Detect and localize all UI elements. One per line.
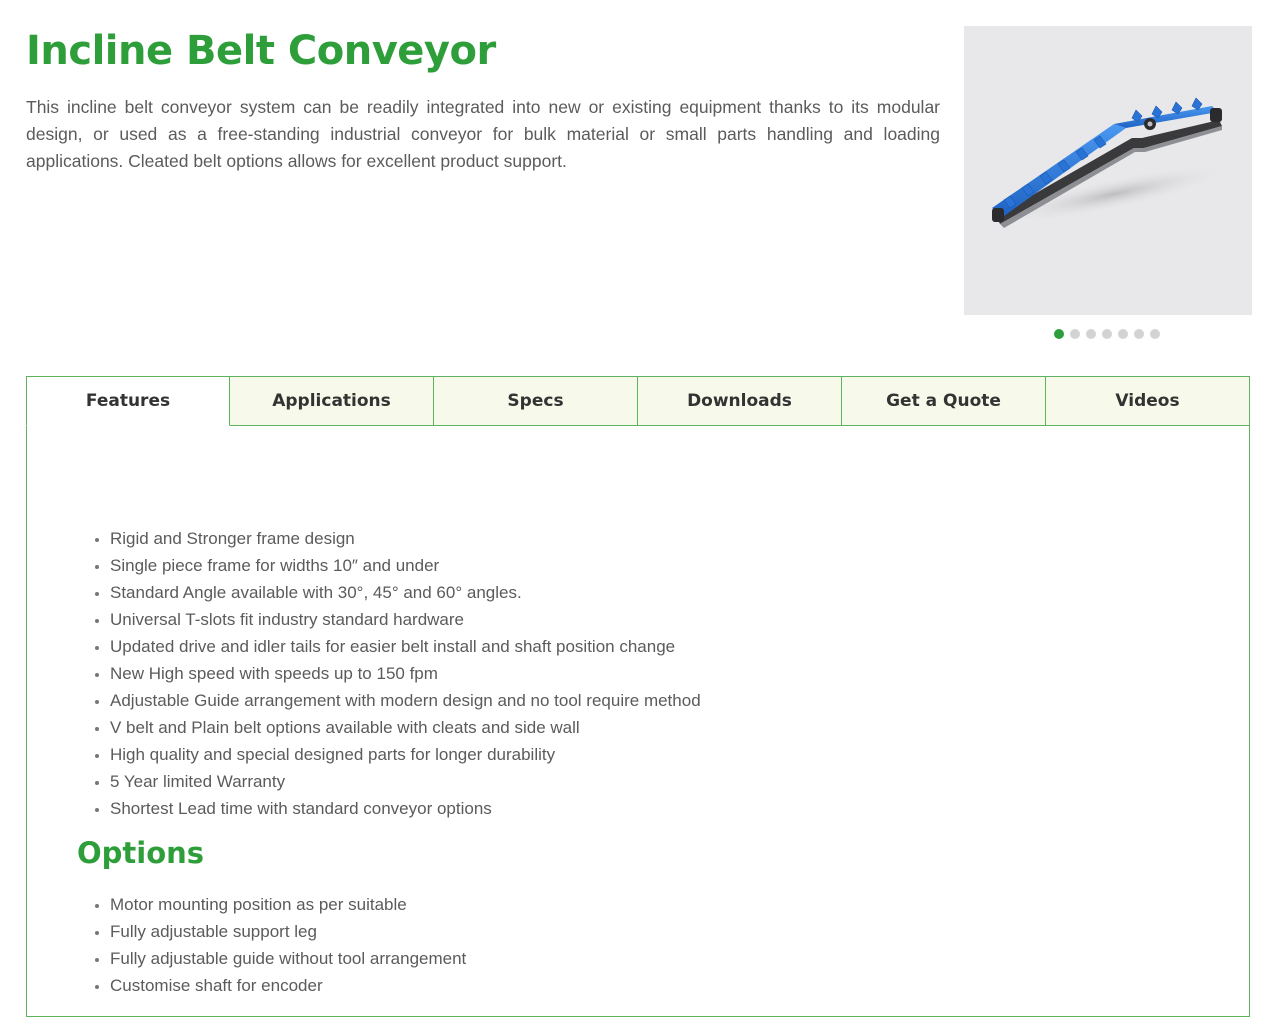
list-item: • Customise shaft for encoder [110, 972, 466, 999]
product-tabs [26, 376, 1250, 1016]
tab-panel-features [26, 425, 1250, 1017]
carousel-dot-3[interactable] [1086, 329, 1096, 339]
list-item: • Standard Angle available with 30°, 45° and 60° angles. [110, 579, 701, 606]
list-item: • Updated drive and idler tails for easier belt install and shaft position change [110, 633, 701, 660]
product-description: This incline belt conveyor system can be readily integrated into new or existing equipment thanks to its modular design, or used as a free-standing industrial conveyor for bulk material or small parts handling and loading applications. Cleated belt options allows for excellent product support. [26, 97, 940, 171]
carousel-dot-2[interactable] [1070, 329, 1080, 339]
list-item: • V belt and Plain belt options available with cleats and side wall [110, 714, 701, 741]
incline-conveyor-illustration [964, 26, 1252, 315]
tab-features[interactable]: Features [26, 376, 230, 426]
list-item: • Rigid and Stronger frame design [110, 525, 701, 552]
carousel-dot-6[interactable] [1134, 329, 1144, 339]
list-item: • Fully adjustable guide without tool arrangement [110, 945, 466, 972]
carousel-dots [1054, 329, 1160, 339]
tab-downloads[interactable]: Downloads [638, 376, 842, 426]
list-item: • Shortest Lead time with standard conveyor options [110, 795, 701, 822]
list-item: • New High speed with speeds up to 150 fpm [110, 660, 701, 687]
carousel-dot-7[interactable] [1150, 329, 1160, 339]
list-item: • Adjustable Guide arrangement with modern design and no tool require method [110, 687, 701, 714]
options-list [91, 891, 466, 999]
carousel-dot-4[interactable] [1102, 329, 1112, 339]
tab-get-a-quote[interactable]: Get a Quote [842, 376, 1046, 426]
options-heading: Options [77, 836, 205, 870]
product-image[interactable] [964, 26, 1252, 315]
carousel-dot-1[interactable] [1054, 329, 1064, 339]
tab-bar [26, 376, 1250, 426]
page-title: Incline Belt Conveyor [26, 28, 496, 74]
tab-videos[interactable]: Videos [1046, 376, 1250, 426]
list-item: • Single piece frame for widths 10″ and under [110, 552, 701, 579]
list-item: • Motor mounting position as per suitable [110, 891, 466, 918]
list-item: • Fully adjustable support leg [110, 918, 466, 945]
list-item: • Universal T-slots fit industry standard hardware [110, 606, 701, 633]
list-item: • 5 Year limited Warranty [110, 768, 701, 795]
tab-specs[interactable]: Specs [434, 376, 638, 426]
feature-list [91, 525, 701, 822]
list-item: • High quality and special designed parts for longer durability [110, 741, 701, 768]
tab-applications[interactable]: Applications [230, 376, 434, 426]
carousel-dot-5[interactable] [1118, 329, 1128, 339]
